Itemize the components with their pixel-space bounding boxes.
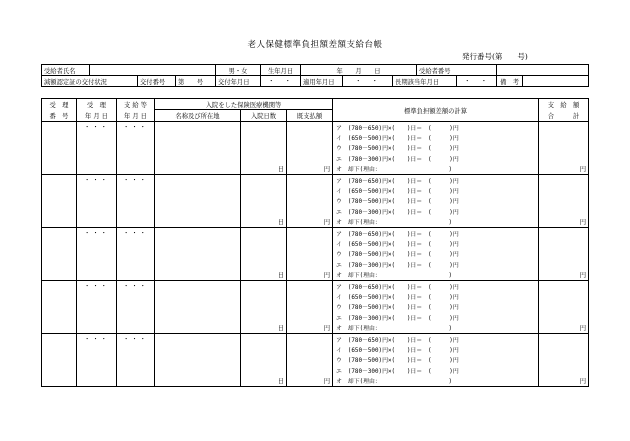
calculation-line: ア (780－650)円×( )日＝ ( )円 xyxy=(333,333,539,344)
total-cell[interactable] xyxy=(539,174,589,216)
table-row xyxy=(42,122,589,133)
page-title: 老人保健標準負担額差額支給台帳 xyxy=(247,40,383,50)
issue-number-label: 発行番号(第 号) xyxy=(462,52,528,61)
receipt-no-header-2: 番 号 xyxy=(42,110,77,122)
hospital-name-cell[interactable] xyxy=(155,333,241,386)
hospital-name-cell[interactable] xyxy=(155,280,241,333)
issue-no-field[interactable] xyxy=(176,76,216,87)
calculation-line: イ (650－500)円×( )日＝ ( )円 xyxy=(333,291,539,301)
inpatient-days-header: 入院日数 xyxy=(241,110,287,122)
total-unit: 円 xyxy=(539,375,589,386)
calculation-line: オ 却下(理由： ) xyxy=(333,217,539,228)
table-row xyxy=(42,227,589,238)
receipt-no-cell[interactable] xyxy=(42,280,77,333)
total-unit: 円 xyxy=(539,269,589,280)
birth-date-label: 生年月日 xyxy=(261,65,301,76)
total-unit: 円 xyxy=(539,322,589,333)
already-paid-unit: 円 xyxy=(287,269,333,280)
inpatient-days-unit: 日 xyxy=(241,375,287,386)
calculation-line: ア (780－650)円×( )日＝ ( )円 xyxy=(333,227,539,238)
total-unit: 円 xyxy=(539,164,589,175)
receipt-date-header: 受 理 xyxy=(77,99,117,110)
receipt-date-cell[interactable]: ・・・ xyxy=(77,227,117,280)
birth-date-value[interactable]: 年 月 日 xyxy=(301,65,417,76)
calculation-line: ウ (780－500)円×( )日＝ ( )円 xyxy=(333,249,539,259)
receipt-date-cell[interactable]: ・・・ xyxy=(77,333,117,386)
calculation-line: イ (650－500)円×( )日＝ ( )円 xyxy=(333,344,539,354)
calculation-line: オ 却下(理由： ) xyxy=(333,269,539,280)
calculation-line: イ (650－500)円×( )日＝ ( )円 xyxy=(333,238,539,248)
receipt-date-header-2: 年 月 日 xyxy=(77,110,117,122)
inpatient-days-cell[interactable] xyxy=(241,227,287,269)
calculation-line: オ 却下(理由： ) xyxy=(333,375,539,386)
calculation-line: エ (780－300)円×( )日＝ ( )円 xyxy=(333,365,539,375)
recipient-header-table xyxy=(41,64,589,87)
payment-date-cell[interactable]: ・・・ xyxy=(117,227,155,280)
recipient-number-field[interactable] xyxy=(497,65,589,76)
payment-date-cell[interactable]: ・・・ xyxy=(117,174,155,227)
applied-date-label: 適用年月日 xyxy=(301,76,343,87)
calculation-header: 標準負担額差額の計算 xyxy=(333,99,539,122)
receipt-no-cell[interactable] xyxy=(42,227,77,280)
inpatient-days-unit: 日 xyxy=(241,322,287,333)
issue-date-field[interactable]: ・ ・ xyxy=(261,76,301,87)
receipt-date-cell[interactable]: ・・・ xyxy=(77,280,117,333)
calculation-line: ア (780－650)円×( )日＝ ( )円 xyxy=(333,122,539,133)
hospital-group-header: 入院をした保険医療機関等 xyxy=(155,99,333,110)
total-header-2: 合 計 xyxy=(539,110,589,122)
receipt-no-cell[interactable] xyxy=(42,122,77,175)
table-row xyxy=(42,280,589,291)
calculation-line: ウ (780－500)円×( )日＝ ( )円 xyxy=(333,302,539,312)
payment-date-header: 支 給 等 xyxy=(117,99,155,110)
receipt-no-header: 受 理 xyxy=(42,99,77,110)
payment-date-cell[interactable]: ・・・ xyxy=(117,333,155,386)
recipient-name-label: 受給者氏名 xyxy=(42,65,90,76)
receipt-date-cell[interactable]: ・・・ xyxy=(77,174,117,227)
hospital-name-cell[interactable] xyxy=(155,227,241,280)
table-row xyxy=(42,174,589,185)
already-paid-cell[interactable] xyxy=(287,280,333,322)
total-cell[interactable] xyxy=(539,122,589,164)
recipient-number-label: 受給者番号 xyxy=(417,65,497,76)
calculation-line: イ (650－500)円×( )日＝ ( )円 xyxy=(333,132,539,142)
calculation-line: ア (780－650)円×( )日＝ ( )円 xyxy=(333,174,539,185)
remarks-field[interactable] xyxy=(523,76,589,87)
calculation-line: ウ (780－500)円×( )日＝ ( )円 xyxy=(333,143,539,153)
issue-date-label: 交付年月日 xyxy=(216,76,261,87)
applied-date-field[interactable]: ・ ・ xyxy=(343,76,393,87)
inpatient-days-cell[interactable] xyxy=(241,280,287,322)
table-row xyxy=(42,333,589,344)
total-cell[interactable] xyxy=(539,280,589,322)
total-unit: 円 xyxy=(539,217,589,228)
reduction-cert-label: 減額認定証の交付状況 xyxy=(42,76,138,87)
already-paid-cell[interactable] xyxy=(287,174,333,216)
calculation-line: エ (780－300)円×( )日＝ ( )円 xyxy=(333,312,539,322)
already-paid-unit: 円 xyxy=(287,164,333,175)
issue-no-label: 交付番号 xyxy=(138,76,176,87)
recipient-name-field[interactable] xyxy=(90,65,216,76)
already-paid-unit: 円 xyxy=(287,375,333,386)
receipt-no-cell[interactable] xyxy=(42,174,77,227)
already-paid-cell[interactable] xyxy=(287,227,333,269)
calculation-line: ア (780－650)円×( )日＝ ( )円 xyxy=(333,280,539,291)
remarks-label: 備 考 xyxy=(497,76,523,87)
inpatient-days-unit: 日 xyxy=(241,164,287,175)
already-paid-cell[interactable] xyxy=(287,333,333,375)
dai-label: 第 xyxy=(178,78,185,86)
calculation-line: エ (780－300)円×( )日＝ ( )円 xyxy=(333,153,539,163)
calculation-line: エ (780－300)円×( )日＝ ( )円 xyxy=(333,206,539,216)
calculation-line: オ 却下(理由： ) xyxy=(333,322,539,333)
inpatient-days-unit: 日 xyxy=(241,217,287,228)
payment-date-header-2: 年 月 日 xyxy=(117,110,155,122)
already-paid-unit: 円 xyxy=(287,322,333,333)
calculation-line: エ (780－300)円×( )日＝ ( )円 xyxy=(333,259,539,269)
calculation-line: ウ (780－500)円×( )日＝ ( )円 xyxy=(333,355,539,365)
payment-date-cell[interactable]: ・・・ xyxy=(117,280,155,333)
long-term-date-field[interactable]: ・ ・ xyxy=(457,76,497,87)
payment-date-cell[interactable]: ・・・ xyxy=(117,122,155,175)
already-paid-cell[interactable] xyxy=(287,122,333,164)
already-paid-header: 既支払額 xyxy=(287,110,333,122)
inpatient-days-cell[interactable] xyxy=(241,122,287,164)
go-label: 号 xyxy=(196,78,204,86)
calculation-line: オ 却下(理由： ) xyxy=(333,164,539,175)
hospital-name-cell[interactable] xyxy=(155,122,241,175)
already-paid-unit: 円 xyxy=(287,217,333,228)
hospital-name-header: 名称及び所在地 xyxy=(155,110,241,122)
inpatient-days-unit: 日 xyxy=(241,269,287,280)
sex-label: 男・女 xyxy=(216,65,261,76)
total-cell[interactable] xyxy=(539,333,589,375)
claims-table xyxy=(41,98,589,387)
calculation-line: イ (650－500)円×( )日＝ ( )円 xyxy=(333,185,539,195)
receipt-date-cell[interactable]: ・・・ xyxy=(77,122,117,175)
calculation-line: ウ (780－500)円×( )日＝ ( )円 xyxy=(333,196,539,206)
total-cell[interactable] xyxy=(539,227,589,269)
long-term-date-label: 長期該当年月日 xyxy=(393,76,457,87)
hospital-name-cell[interactable] xyxy=(155,174,241,227)
total-header: 支 給 額 xyxy=(539,99,589,110)
receipt-no-cell[interactable] xyxy=(42,333,77,386)
inpatient-days-cell[interactable] xyxy=(241,333,287,375)
inpatient-days-cell[interactable] xyxy=(241,174,287,216)
